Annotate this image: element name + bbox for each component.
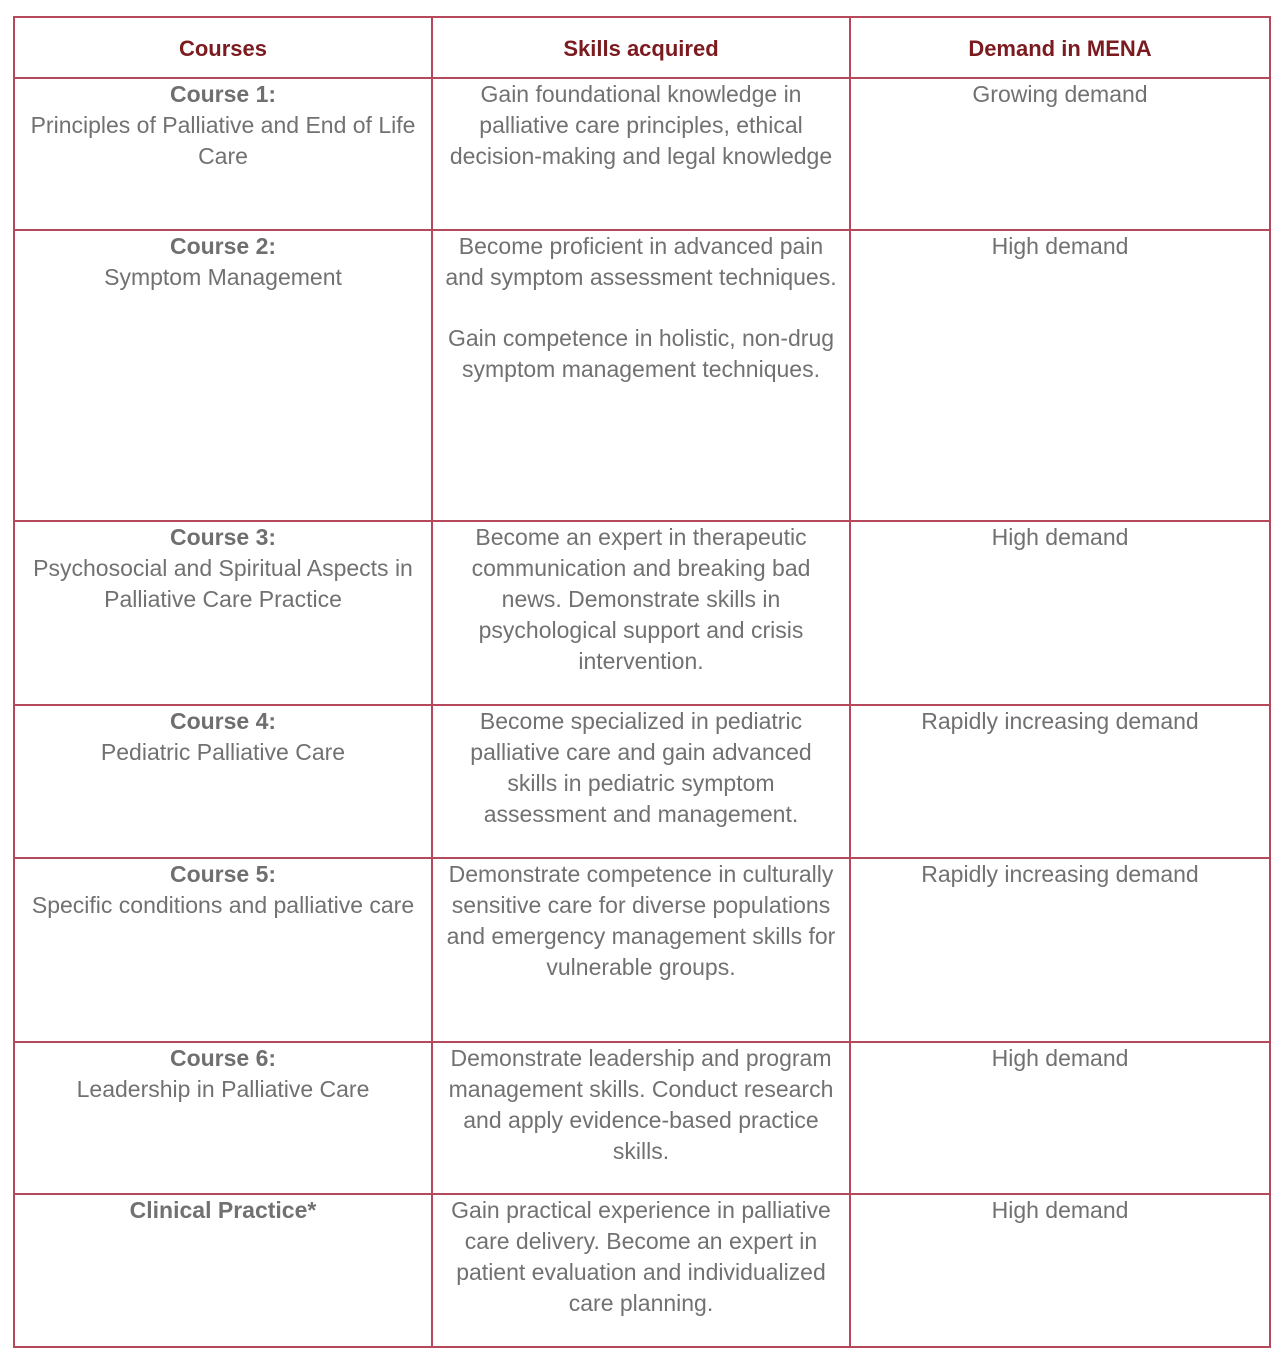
course-cell <box>14 1042 432 1194</box>
course-number: Course 6: <box>169 1045 277 1071</box>
course-number: Course 4: <box>169 708 277 734</box>
header-skills: Skills acquired <box>432 17 850 78</box>
demand-cell: Rapidly increasing demand <box>850 705 1270 858</box>
course-number: Course 3: <box>169 524 277 550</box>
skills-cell <box>432 230 850 521</box>
course-cell <box>14 858 432 1042</box>
table-row <box>14 521 1270 705</box>
table-row <box>14 78 1270 230</box>
table-header-row <box>14 17 1270 78</box>
skills-cell: Demonstrate leadership and program management skills. Conduct research and apply evidence-based practice skills. <box>432 1042 850 1194</box>
demand-cell: High demand <box>850 1042 1270 1194</box>
skills-paragraph: Become proficient in advanced pain and symptom assessment techniques. <box>445 233 837 290</box>
table-row <box>14 1194 1270 1347</box>
table-row <box>14 230 1270 521</box>
demand-cell: High demand <box>850 230 1270 521</box>
skills-cell: Become specialized in pediatric palliative care and gain advanced skills in pediatric symptom assessment and management. <box>432 705 850 858</box>
header-courses: Courses <box>14 17 432 78</box>
header-demand: Demand in MENA <box>850 17 1270 78</box>
course-number: Course 2: <box>169 233 277 259</box>
demand-cell: High demand <box>850 1194 1270 1347</box>
demand-cell: Rapidly increasing demand <box>850 858 1270 1042</box>
demand-cell: Growing demand <box>850 78 1270 230</box>
course-name: Principles of Palliative and End of Life Care <box>30 112 416 169</box>
table-row <box>14 1042 1270 1194</box>
course-cell <box>14 230 432 521</box>
skills-cell: Become an expert in therapeutic communication and breaking bad news. Demonstrate skills in psychological support and crisis intervention. <box>432 521 850 705</box>
demand-cell: High demand <box>850 521 1270 705</box>
skills-paragraph: Gain competence in holistic, non-drug symptom management techniques. <box>447 325 835 382</box>
course-name: Leadership in Palliative Care <box>76 1076 370 1102</box>
course-number: Course 1: <box>169 81 277 107</box>
course-cell <box>14 521 432 705</box>
curriculum-table <box>13 16 1271 1348</box>
skills-cell: Gain practical experience in palliative care delivery. Become an expert in patient evaluation and individualized care planning. <box>432 1194 850 1347</box>
skills-cell: Demonstrate competence in culturally sensitive care for diverse populations and emergency management skills for vulnerable groups. <box>432 858 850 1042</box>
course-name: Symptom Management <box>104 264 342 290</box>
table-row <box>14 705 1270 858</box>
table-row <box>14 858 1270 1042</box>
course-name: Psychosocial and Spiritual Aspects in Palliative Care Practice <box>33 555 413 612</box>
course-cell-clinical: Clinical Practice* <box>14 1194 432 1347</box>
course-number: Course 5: <box>169 861 277 887</box>
course-name: Specific conditions and palliative care <box>31 892 415 918</box>
course-cell <box>14 705 432 858</box>
skills-cell: Gain foundational knowledge in palliative care principles, ethical decision-making and legal knowledge <box>432 78 850 230</box>
course-cell <box>14 78 432 230</box>
course-name: Pediatric Palliative Care <box>100 739 346 765</box>
